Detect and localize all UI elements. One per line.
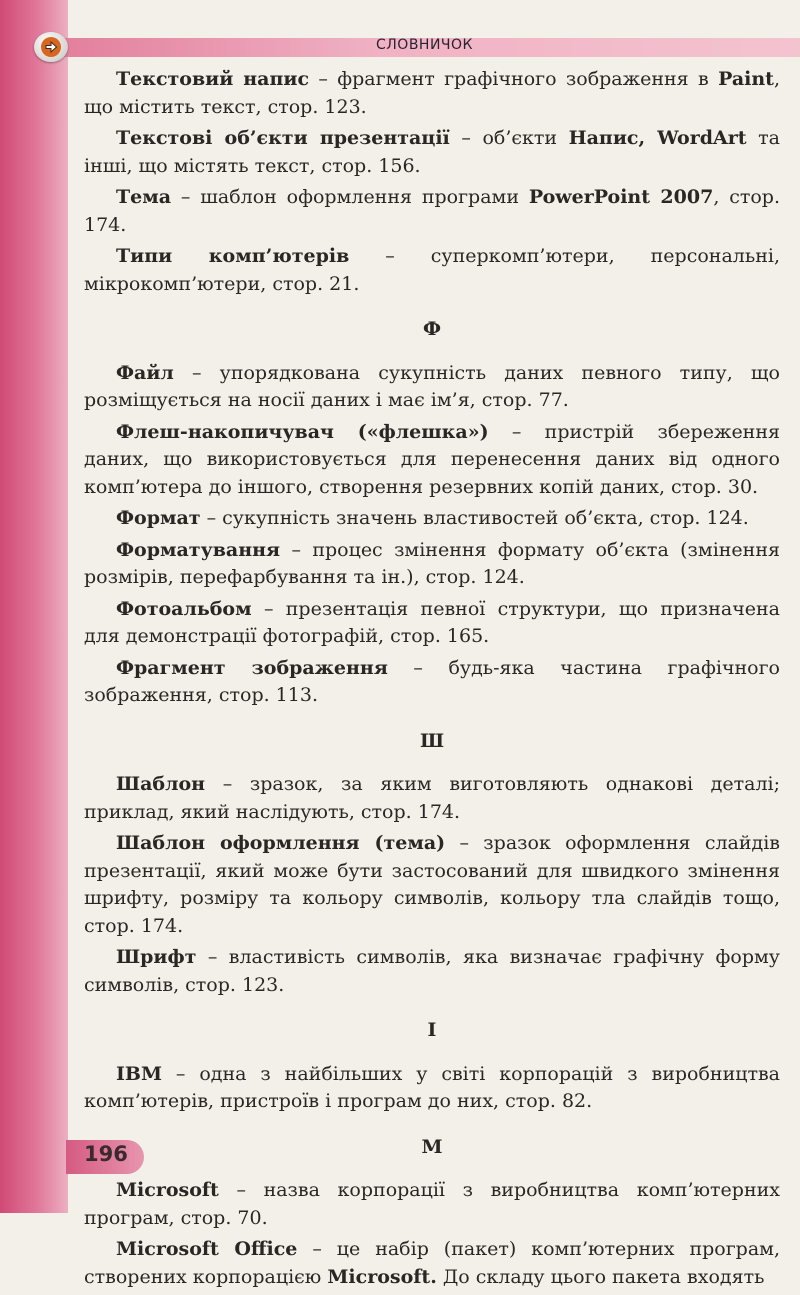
glossary-definition: До складу цього пакета входять (436, 1265, 765, 1288)
glossary-entry (84, 655, 780, 710)
glossary-definition: – одна з найбільших у світі корпорацій з виробництва комп’ютерів, пристроїв і програм до них, стор. 82. (84, 1062, 780, 1112)
glossary-entry (84, 771, 780, 826)
glossary-emphasis: Microsoft. (327, 1265, 437, 1288)
glossary-entry (84, 537, 780, 592)
glossary-entry (84, 596, 780, 651)
glossary-entry (84, 505, 780, 533)
glossary-term: Шаблон (116, 773, 206, 795)
glossary-term: IBM (116, 1062, 162, 1085)
glossary-term: Microsoft (116, 1179, 219, 1201)
glossary-term: Типи комп’ютерів (116, 245, 350, 267)
glossary-definition: – назва корпорації з виробництва комп’ютерних програм, стор. 70. (84, 1179, 780, 1229)
glossary-entry (84, 1236, 780, 1291)
glossary-definition: – сукупність значень властивостей об’єкта, стор. 124. (200, 507, 749, 529)
glossary-term: Фрагмент зображення (116, 656, 388, 679)
glossary-definition: – будь-яка частина графічного зображення, стор. 113. (84, 656, 780, 706)
glossary-entry (84, 360, 780, 415)
glossary-entry (84, 1061, 780, 1116)
glossary-term: Шаблон оформлення (тема) (116, 832, 446, 854)
glossary-entry (84, 243, 780, 298)
next-page-button[interactable] (34, 32, 68, 62)
glossary-term: Формат (116, 507, 201, 529)
glossary-content (84, 66, 780, 1295)
glossary-emphasis: PowerPoint 2007 (528, 186, 714, 208)
glossary-term: Текстовий напис (116, 68, 310, 90)
section-letter-heading: Ш (419, 729, 445, 752)
glossary-definition: – властивість символів, яка визначає графічну форму символів, стор. 123. (84, 946, 780, 996)
glossary-term: Фотоальбом (116, 597, 252, 620)
glossary-term: Тема (116, 186, 172, 208)
glossary-term: Шрифт (116, 946, 197, 968)
glossary-term: Флеш-накопичувач («флешка») (116, 420, 489, 443)
page-number: 196 (84, 1142, 128, 1166)
section-letter-heading: I (427, 1019, 437, 1041)
glossary-definition: – презентація певної структури, що призначена для демонстрації фотографій, стор. 165. (84, 597, 780, 647)
page-margin-strip (0, 0, 68, 1213)
section-letter-heading: Ф (422, 318, 442, 340)
glossary-entry (84, 830, 780, 940)
glossary-term: Текстові об’єкти презентації (116, 127, 450, 149)
glossary-definition: – упорядкована сукупність даних певного типу, що розміщується на носії даних і має ім’я, стор. 77. (84, 361, 780, 411)
glossary-definition: – зразок, за яким виготовляють однакові деталі; приклад, який наслідують, стор. 174. (84, 773, 780, 823)
glossary-definition: – це набір (пакет) комп’ютерних програм, створених корпорацією (84, 1238, 780, 1288)
glossary-definition: , стор. 174. (84, 186, 780, 236)
glossary-entry (84, 66, 780, 121)
page-header-title: СЛОВНИЧОК (376, 37, 473, 53)
glossary-definition: – зразок оформлення слайдів презентації, який може бути застосований для швидкого змінення шрифту, розміру та кольору символів, кольору тла слайдів тощо, стор. 174. (84, 832, 780, 937)
glossary-term: Microsoft Office (116, 1238, 298, 1260)
glossary-entry (84, 419, 780, 502)
glossary-entry (84, 944, 780, 999)
glossary-emphasis: Напис, WordArt (568, 127, 747, 149)
glossary-definition: – суперкомп’ютери, персональні, мікрокомп’ютери, стор. 21. (84, 245, 780, 295)
glossary-term: Форматування (116, 538, 281, 561)
glossary-definition: , що містить текст, стор. 123. (84, 68, 781, 118)
glossary-entry (84, 184, 780, 239)
glossary-definition: – об’єкти (449, 127, 569, 149)
glossary-definition: – фрагмент графічного зображення в (309, 68, 719, 90)
section-letter-heading: M (421, 1135, 443, 1158)
glossary-entry (84, 125, 780, 180)
glossary-emphasis: Paint (718, 68, 774, 90)
glossary-definition: та інші, що містять текст, стор. 156. (84, 127, 780, 177)
glossary-term: Файл (116, 361, 174, 384)
glossary-entry (84, 1177, 780, 1232)
glossary-definition: – шаблон оформлення програми (171, 186, 529, 208)
arrow-right-icon (41, 37, 61, 57)
glossary-definition: – процес змінення формату об’єкта (змінення розмірів, перефарбування та ін.), стор. 124. (84, 538, 780, 588)
glossary-definition: – пристрій збереження даних, що використовується для перенесення даних від одного комп’ютера до іншого, створення резервних копій даних, стор. 30. (84, 420, 780, 498)
